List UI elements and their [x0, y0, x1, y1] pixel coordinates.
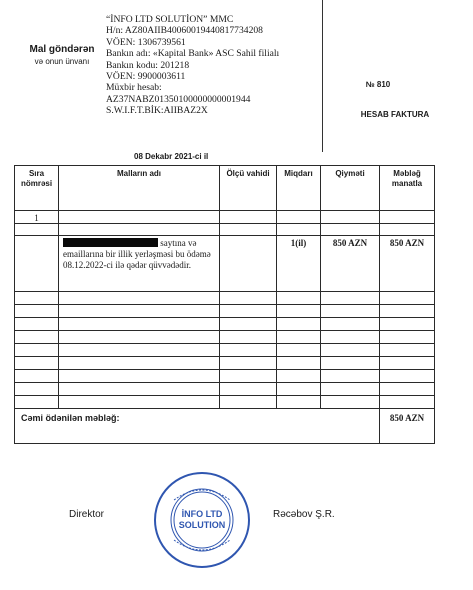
row2-no	[15, 236, 59, 292]
redacted-block	[63, 238, 158, 247]
table-row	[15, 305, 435, 318]
company-account: H/n: AZ80AIIB40060019440817734208	[106, 25, 263, 37]
invoice-date: 08 Dekabr 2021-ci il	[134, 152, 209, 161]
total-row	[15, 409, 435, 444]
header-no: Sıra nömrəsi	[15, 166, 59, 211]
bank-code: Bankın kodu: 201218	[106, 59, 190, 71]
row2-name	[59, 236, 220, 292]
signer-name: Rəcəbov Ş.R.	[273, 509, 335, 520]
stamp-line-2: SOLUTION	[178, 520, 226, 530]
swift-code: S.W.I.F.T.BİK:AIIBAZ2X	[106, 105, 208, 117]
row2-unit	[220, 236, 277, 292]
company-name: “İNFO LTD SOLUTİON” MMC	[106, 14, 234, 25]
sender-label-title: Mal göndərən	[29, 44, 95, 55]
corr-account-label: Müxbir hesab:	[106, 82, 162, 94]
row1-name	[59, 211, 220, 224]
table-row	[15, 344, 435, 357]
table-row	[15, 370, 435, 383]
table-row	[15, 383, 435, 396]
header-divider	[322, 0, 323, 152]
row1-price	[321, 211, 380, 224]
table-header-row	[15, 166, 435, 211]
total-label: Cəmi ödənilən məbləğ:	[15, 409, 380, 444]
table-row	[15, 318, 435, 331]
row1-total	[380, 211, 435, 224]
header-total: Məbləğ manatla	[380, 166, 435, 211]
invoice-title: HESAB FAKTURA	[360, 110, 430, 119]
row1-no: 1	[15, 211, 59, 224]
total-value: 850 AZN	[380, 409, 435, 444]
header-qty: Miqdarı	[277, 166, 321, 211]
row2-qty: 1(il)	[277, 236, 321, 292]
invoice-table	[14, 165, 435, 444]
row2-total: 850 AZN	[380, 236, 435, 292]
stamp-line-1: İNFO LTD	[181, 509, 223, 519]
header-name: Malların adı	[59, 166, 220, 211]
company-details	[106, 14, 279, 117]
table-row	[15, 331, 435, 344]
row1-qty	[277, 211, 321, 224]
sender-label-subtitle: və onun ünvanı	[34, 57, 90, 66]
director-label: Direktor	[69, 509, 105, 520]
invoice-number: № 810	[365, 80, 391, 89]
table-row	[15, 357, 435, 370]
header-unit: Ölçü vahidi	[220, 166, 277, 211]
sender-label	[22, 44, 102, 66]
row2-price: 850 AZN	[321, 236, 380, 292]
bank-name: Bankın adı: «Kapital Bank» ASC Sahil filialı	[106, 48, 280, 60]
corr-account: AZ37NABZ01350100000000001944	[106, 93, 251, 105]
table-row	[15, 292, 435, 305]
company-stamp	[152, 470, 252, 570]
bank-voen: VÖEN: 9900003611	[106, 71, 186, 83]
table-row	[15, 236, 435, 292]
table-row	[15, 396, 435, 409]
row2-name-part1: saytına və	[160, 238, 197, 248]
row1-unit	[220, 211, 277, 224]
row2-name-part2: emaillarına bir illik yerləşməsi bu ödəmə 08.12.2022-ci ilə qədər qüvvədədir.	[63, 249, 211, 270]
table-row	[15, 224, 435, 236]
table-row	[15, 211, 435, 224]
header-price: Qiyməti	[321, 166, 380, 211]
company-voen: VÖEN: 1306739561	[106, 36, 186, 48]
